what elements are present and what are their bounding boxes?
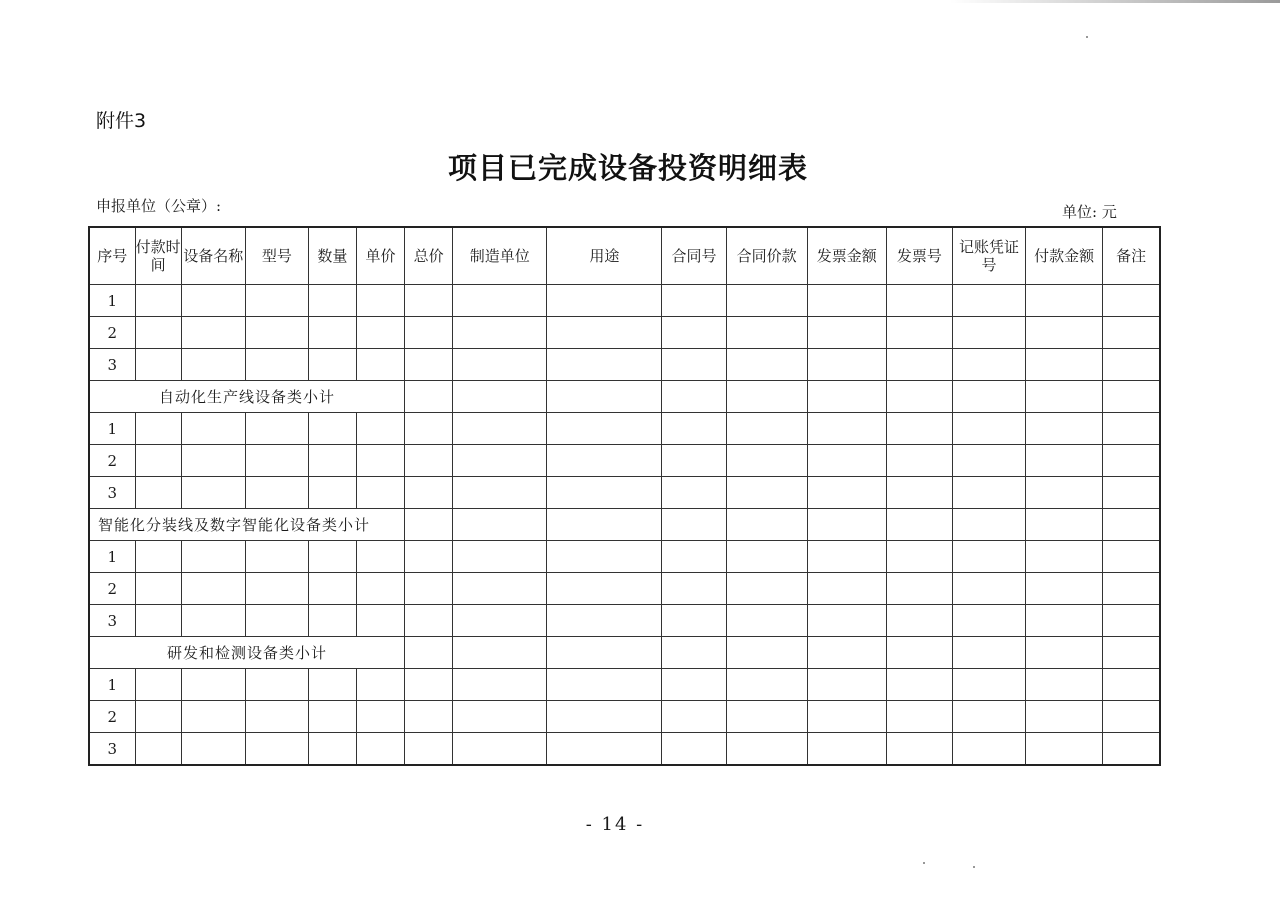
table-cell[interactable]	[405, 637, 453, 669]
table-cell[interactable]	[547, 285, 662, 317]
table-cell[interactable]	[1026, 477, 1103, 509]
table-cell[interactable]	[453, 637, 547, 669]
table-cell[interactable]	[952, 285, 1025, 317]
table-cell[interactable]	[245, 573, 308, 605]
table-cell[interactable]	[807, 413, 886, 445]
table-cell[interactable]	[662, 733, 726, 766]
table-cell[interactable]	[356, 413, 404, 445]
table-cell[interactable]	[1103, 637, 1160, 669]
table-cell[interactable]	[453, 605, 547, 637]
table-cell[interactable]	[308, 413, 356, 445]
table-row	[89, 541, 1160, 573]
subtotal-label: 研发和检测设备类小计	[89, 637, 405, 669]
table-cell[interactable]	[245, 605, 308, 637]
row-number-cell: 1	[89, 285, 135, 317]
table-cell[interactable]	[726, 285, 807, 317]
table-cell[interactable]	[1026, 349, 1103, 381]
table-cell[interactable]	[547, 669, 662, 701]
table-cell[interactable]	[135, 605, 181, 637]
table-cell[interactable]	[662, 317, 726, 349]
table-row	[89, 445, 1160, 477]
table-cell[interactable]	[453, 445, 547, 477]
table-cell[interactable]	[135, 285, 181, 317]
header-cell: 付款时间	[135, 227, 181, 285]
table-cell[interactable]	[1026, 413, 1103, 445]
equipment-investment-table	[88, 226, 1161, 766]
table-cell[interactable]	[662, 573, 726, 605]
table-cell[interactable]	[952, 381, 1025, 413]
table-cell[interactable]	[453, 285, 547, 317]
table-cell[interactable]	[886, 477, 952, 509]
table-cell[interactable]	[453, 413, 547, 445]
table-cell[interactable]	[547, 701, 662, 733]
table-cell[interactable]	[547, 733, 662, 766]
table-cell[interactable]	[886, 317, 952, 349]
table-cell[interactable]	[1103, 701, 1160, 733]
table-row	[89, 477, 1160, 509]
table-cell[interactable]	[807, 445, 886, 477]
subtotal-label: 智能化分装线及数字智能化设备类小计	[89, 509, 405, 541]
table-cell[interactable]	[453, 701, 547, 733]
table-cell[interactable]	[952, 509, 1025, 541]
table-cell[interactable]	[245, 349, 308, 381]
table-cell[interactable]	[662, 413, 726, 445]
table-cell[interactable]	[1026, 445, 1103, 477]
subtotal-label: 自动化生产线设备类小计	[89, 381, 405, 413]
table-cell[interactable]	[886, 573, 952, 605]
table-cell[interactable]	[547, 541, 662, 573]
page-title: 项目已完成设备投资明细表	[447, 151, 808, 185]
table-cell[interactable]	[181, 349, 245, 381]
header-cell: 记账凭证号	[952, 227, 1025, 285]
table-cell[interactable]	[405, 349, 453, 381]
subtotal-row	[89, 509, 1160, 541]
scan-speck	[1086, 36, 1088, 38]
table-cell[interactable]	[308, 669, 356, 701]
table-row	[89, 349, 1160, 381]
table-cell[interactable]	[547, 445, 662, 477]
table-cell[interactable]	[135, 349, 181, 381]
table-cell[interactable]	[886, 637, 952, 669]
table-cell[interactable]	[952, 413, 1025, 445]
table-cell[interactable]	[886, 509, 952, 541]
scan-speck	[923, 862, 925, 864]
table-cell[interactable]	[662, 445, 726, 477]
table-cell[interactable]	[886, 541, 952, 573]
table-row	[89, 317, 1160, 349]
table-cell[interactable]	[308, 605, 356, 637]
currency-unit-label: 单位: 元	[1062, 203, 1117, 221]
table-cell[interactable]	[181, 701, 245, 733]
table-cell[interactable]	[1103, 317, 1160, 349]
table-cell[interactable]	[308, 285, 356, 317]
table-cell[interactable]	[547, 349, 662, 381]
table-cell[interactable]	[547, 509, 662, 541]
table-cell[interactable]	[662, 669, 726, 701]
header-cell: 付款金额	[1026, 227, 1103, 285]
table-cell[interactable]	[1103, 445, 1160, 477]
table-cell[interactable]	[308, 573, 356, 605]
table-cell[interactable]	[952, 477, 1025, 509]
header-cell: 单价	[356, 227, 404, 285]
row-number-cell: 3	[89, 349, 135, 381]
table-cell[interactable]	[547, 573, 662, 605]
table-cell[interactable]	[1103, 413, 1160, 445]
scan-speck	[973, 866, 975, 868]
header-cell: 合同价款	[726, 227, 807, 285]
table-cell[interactable]	[453, 541, 547, 573]
table-cell[interactable]	[726, 349, 807, 381]
table-cell[interactable]	[726, 317, 807, 349]
table-cell[interactable]	[245, 669, 308, 701]
table-cell[interactable]	[181, 445, 245, 477]
header-cell: 用途	[547, 227, 662, 285]
row-number-cell: 3	[89, 605, 135, 637]
table-cell[interactable]	[356, 477, 404, 509]
table-cell[interactable]	[807, 477, 886, 509]
table-cell[interactable]	[135, 477, 181, 509]
table-cell[interactable]	[807, 669, 886, 701]
table-cell[interactable]	[405, 285, 453, 317]
table-cell[interactable]	[453, 349, 547, 381]
table-cell[interactable]	[181, 733, 245, 766]
row-number-cell: 3	[89, 477, 135, 509]
table-cell[interactable]	[356, 285, 404, 317]
table-cell[interactable]	[405, 541, 453, 573]
row-number-cell: 2	[89, 573, 135, 605]
table-cell[interactable]	[726, 701, 807, 733]
table-cell[interactable]	[807, 605, 886, 637]
attachment-label: 附件3	[96, 110, 147, 132]
header-cell: 型号	[245, 227, 308, 285]
table-cell[interactable]	[886, 349, 952, 381]
table-cell[interactable]	[662, 509, 726, 541]
header-cell: 制造单位	[453, 227, 547, 285]
table-cell[interactable]	[1103, 381, 1160, 413]
table-cell[interactable]	[245, 701, 308, 733]
table-cell[interactable]	[662, 477, 726, 509]
table-cell[interactable]	[1103, 509, 1160, 541]
table-cell[interactable]	[952, 317, 1025, 349]
table-cell[interactable]	[726, 413, 807, 445]
table-cell[interactable]	[1026, 733, 1103, 766]
table-cell[interactable]	[356, 445, 404, 477]
table-cell[interactable]	[547, 637, 662, 669]
table-cell[interactable]	[807, 509, 886, 541]
table-cell[interactable]	[547, 381, 662, 413]
table-cell[interactable]	[807, 701, 886, 733]
table-cell[interactable]	[135, 701, 181, 733]
subtotal-row	[89, 637, 1160, 669]
table-cell[interactable]	[662, 541, 726, 573]
table-cell[interactable]	[453, 509, 547, 541]
table-cell[interactable]	[886, 285, 952, 317]
scan-edge-shadow	[950, 0, 1280, 3]
table-cell[interactable]	[1103, 669, 1160, 701]
table-cell[interactable]	[662, 349, 726, 381]
table-cell[interactable]	[135, 413, 181, 445]
table-cell[interactable]	[726, 541, 807, 573]
table-cell[interactable]	[807, 349, 886, 381]
table-cell[interactable]	[405, 733, 453, 766]
table-cell[interactable]	[726, 637, 807, 669]
header-cell: 序号	[89, 227, 135, 285]
table-cell[interactable]	[135, 573, 181, 605]
table-cell[interactable]	[952, 669, 1025, 701]
table-cell[interactable]	[1026, 381, 1103, 413]
table-cell[interactable]	[308, 477, 356, 509]
table-cell[interactable]	[886, 669, 952, 701]
table-cell[interactable]	[356, 349, 404, 381]
table-cell[interactable]	[952, 637, 1025, 669]
header-cell: 合同号	[662, 227, 726, 285]
table-cell[interactable]	[245, 413, 308, 445]
header-cell: 备注	[1103, 227, 1160, 285]
table-cell[interactable]	[952, 541, 1025, 573]
table-cell[interactable]	[405, 605, 453, 637]
table-cell[interactable]	[405, 317, 453, 349]
table-cell[interactable]	[453, 477, 547, 509]
subtotal-row	[89, 381, 1160, 413]
table-cell[interactable]	[886, 605, 952, 637]
table-cell[interactable]	[1103, 285, 1160, 317]
table-cell[interactable]	[181, 573, 245, 605]
table-cell[interactable]	[405, 477, 453, 509]
table-cell[interactable]	[356, 701, 404, 733]
table-cell[interactable]	[662, 605, 726, 637]
table-cell[interactable]	[245, 445, 308, 477]
table-cell[interactable]	[1103, 541, 1160, 573]
table-cell[interactable]	[245, 285, 308, 317]
table-cell[interactable]	[807, 541, 886, 573]
reporting-unit-label: 申报单位（公章）:	[96, 197, 222, 215]
table-cell[interactable]	[807, 285, 886, 317]
table-cell[interactable]	[1103, 477, 1160, 509]
table-cell[interactable]	[181, 477, 245, 509]
header-cell: 发票号	[886, 227, 952, 285]
row-number-cell: 1	[89, 413, 135, 445]
table-cell[interactable]	[886, 733, 952, 766]
table-cell[interactable]	[662, 381, 726, 413]
table-cell[interactable]	[726, 733, 807, 766]
table-cell[interactable]	[356, 605, 404, 637]
table-cell[interactable]	[1103, 349, 1160, 381]
row-number-cell: 1	[89, 541, 135, 573]
header-cell: 数量	[308, 227, 356, 285]
table-cell[interactable]	[1103, 573, 1160, 605]
table-cell[interactable]	[405, 669, 453, 701]
row-number-cell: 2	[89, 317, 135, 349]
table-cell[interactable]	[245, 477, 308, 509]
table-cell[interactable]	[886, 445, 952, 477]
table-cell[interactable]	[1026, 637, 1103, 669]
table-cell[interactable]	[405, 445, 453, 477]
table-cell[interactable]	[952, 349, 1025, 381]
table-cell[interactable]	[405, 573, 453, 605]
table-cell[interactable]	[726, 573, 807, 605]
table-cell[interactable]	[181, 413, 245, 445]
table-row	[89, 605, 1160, 637]
row-number-cell: 2	[89, 701, 135, 733]
table-cell[interactable]	[308, 445, 356, 477]
table-cell[interactable]	[1026, 669, 1103, 701]
table-header-row	[89, 227, 1160, 285]
table-cell[interactable]	[547, 413, 662, 445]
table-cell[interactable]	[952, 733, 1025, 766]
header-cell: 设备名称	[181, 227, 245, 285]
table-cell[interactable]	[886, 701, 952, 733]
table-row	[89, 669, 1160, 701]
table-cell[interactable]	[547, 317, 662, 349]
table-cell[interactable]	[405, 509, 453, 541]
header-cell: 总价	[405, 227, 453, 285]
table-cell[interactable]	[1026, 285, 1103, 317]
table-row	[89, 413, 1160, 445]
table-cell[interactable]	[726, 445, 807, 477]
table-cell[interactable]	[952, 701, 1025, 733]
table-cell[interactable]	[1103, 733, 1160, 766]
table-cell[interactable]	[181, 317, 245, 349]
table-cell[interactable]	[807, 637, 886, 669]
table-cell[interactable]	[308, 349, 356, 381]
page-number: - 14 -	[585, 814, 645, 835]
table-cell[interactable]	[1026, 541, 1103, 573]
table-cell[interactable]	[245, 317, 308, 349]
table-cell[interactable]	[726, 605, 807, 637]
table-row	[89, 733, 1160, 766]
row-number-cell: 2	[89, 445, 135, 477]
table-cell[interactable]	[662, 701, 726, 733]
table-cell[interactable]	[135, 445, 181, 477]
table-cell[interactable]	[135, 541, 181, 573]
table-cell[interactable]	[807, 381, 886, 413]
table-row	[89, 701, 1160, 733]
table-cell[interactable]	[726, 477, 807, 509]
table-cell[interactable]	[308, 317, 356, 349]
table-cell[interactable]	[952, 605, 1025, 637]
table-cell[interactable]	[952, 445, 1025, 477]
table-cell[interactable]	[181, 541, 245, 573]
table-cell[interactable]	[886, 413, 952, 445]
table-cell[interactable]	[453, 381, 547, 413]
table-cell[interactable]	[1026, 701, 1103, 733]
table-cell[interactable]	[135, 669, 181, 701]
table-cell[interactable]	[356, 541, 404, 573]
table-cell[interactable]	[405, 701, 453, 733]
table-cell[interactable]	[135, 733, 181, 766]
table-cell[interactable]	[453, 733, 547, 766]
table-cell[interactable]	[807, 733, 886, 766]
table-cell[interactable]	[662, 285, 726, 317]
table-cell[interactable]	[245, 733, 308, 766]
table-cell[interactable]	[453, 669, 547, 701]
table-row	[89, 285, 1160, 317]
table-cell[interactable]	[405, 413, 453, 445]
table-cell[interactable]	[547, 477, 662, 509]
header-cell: 发票金额	[807, 227, 886, 285]
table-cell[interactable]	[807, 317, 886, 349]
table-cell[interactable]	[726, 509, 807, 541]
table-cell[interactable]	[453, 317, 547, 349]
table-row	[89, 573, 1160, 605]
table-cell[interactable]	[356, 733, 404, 766]
table-cell[interactable]	[1103, 605, 1160, 637]
table-cell[interactable]	[356, 669, 404, 701]
row-number-cell: 1	[89, 669, 135, 701]
table-cell[interactable]	[1026, 509, 1103, 541]
table-body	[89, 285, 1160, 766]
table-cell[interactable]	[1026, 605, 1103, 637]
table-cell[interactable]	[662, 637, 726, 669]
table-cell[interactable]	[356, 573, 404, 605]
table-cell[interactable]	[308, 733, 356, 766]
table-cell[interactable]	[308, 541, 356, 573]
table-cell[interactable]	[726, 669, 807, 701]
table-cell[interactable]	[1026, 573, 1103, 605]
table-cell[interactable]	[245, 541, 308, 573]
table-cell[interactable]	[726, 381, 807, 413]
table-cell[interactable]	[181, 605, 245, 637]
row-number-cell: 3	[89, 733, 135, 766]
table-cell[interactable]	[181, 669, 245, 701]
table-cell[interactable]	[356, 317, 404, 349]
table-cell[interactable]	[405, 381, 453, 413]
table-cell[interactable]	[547, 605, 662, 637]
table-cell[interactable]	[135, 317, 181, 349]
table-cell[interactable]	[181, 285, 245, 317]
table-cell[interactable]	[952, 573, 1025, 605]
table-cell[interactable]	[1026, 317, 1103, 349]
table-cell[interactable]	[453, 573, 547, 605]
table-cell[interactable]	[886, 381, 952, 413]
table-cell[interactable]	[308, 701, 356, 733]
table-cell[interactable]	[807, 573, 886, 605]
